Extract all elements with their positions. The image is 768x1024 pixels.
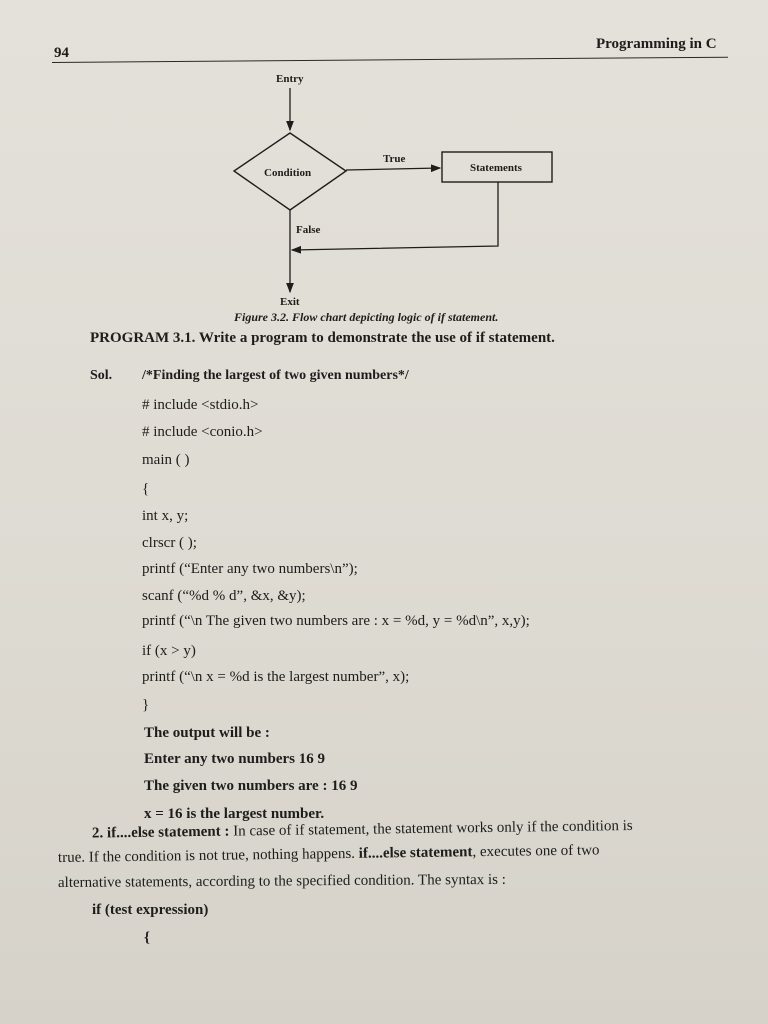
- code-line: scanf (“%d % d”, &x, &y);: [142, 588, 306, 604]
- program-title: PROGRAM 3.1. Write a program to demonstrate the use of if statement.: [90, 330, 555, 346]
- false-label: False: [296, 224, 321, 236]
- syntax-brace-line: {: [144, 930, 150, 946]
- true-arrow: [346, 168, 440, 170]
- code-line: printf (“Enter any two numbers\n”);: [142, 561, 358, 577]
- code-line: printf (“\n x = %d is the largest number”, x);: [142, 669, 410, 685]
- true-label: True: [383, 153, 406, 165]
- output-line: Enter any two numbers 16 9: [144, 751, 325, 767]
- figure-caption: Figure 3.2. Flow chart depicting logic of if statement.: [234, 310, 499, 324]
- paragraph-line-2-end: , executes one of two: [472, 842, 600, 861]
- code-line: # include <conio.h>: [142, 424, 263, 440]
- code-line: }: [142, 697, 150, 713]
- program-comment: /*Finding the largest of two given numbers*/: [142, 368, 409, 383]
- code-line: if (x > y): [142, 643, 196, 659]
- section-heading: 2. if....else statement :: [91, 823, 230, 842]
- output-line: The output will be :: [144, 725, 270, 741]
- page-number: 94: [54, 45, 69, 61]
- exit-label: Exit: [280, 296, 300, 308]
- code-line: {: [142, 481, 150, 497]
- paragraph-line-1-text: In case of if statement, the statement works only if the condition is: [229, 817, 633, 840]
- sol-label: Sol.: [90, 368, 113, 383]
- syntax-if-line: if (test expression): [92, 902, 209, 918]
- output-line: x = 16 is the largest number.: [144, 806, 325, 822]
- paragraph-line-2: [58, 842, 600, 867]
- paragraph-line-3: alternative statements, according to the specified condition. The syntax is :: [57, 871, 506, 891]
- flowchart: [0, 0, 768, 340]
- paragraph-line-2-start: true. If the condition is not true, nothing happens.: [57, 845, 359, 866]
- statements-label: Statements: [470, 162, 522, 174]
- output-line: The given two numbers are : 16 9: [144, 778, 358, 794]
- paragraph-line-2-bold: if....else statement: [358, 844, 473, 862]
- running-title: Programming in C: [596, 36, 717, 52]
- code-line: printf (“\n The given two numbers are : x = %d, y = %d\n”, x,y);: [142, 613, 530, 629]
- code-line: int x, y;: [142, 508, 189, 524]
- entry-label: Entry: [276, 73, 304, 85]
- code-line: main ( ): [142, 452, 190, 468]
- return-line: [292, 182, 498, 250]
- code-line: # include <stdio.h>: [142, 397, 259, 413]
- condition-label: Condition: [264, 167, 312, 179]
- code-line: clrscr ( );: [142, 535, 197, 551]
